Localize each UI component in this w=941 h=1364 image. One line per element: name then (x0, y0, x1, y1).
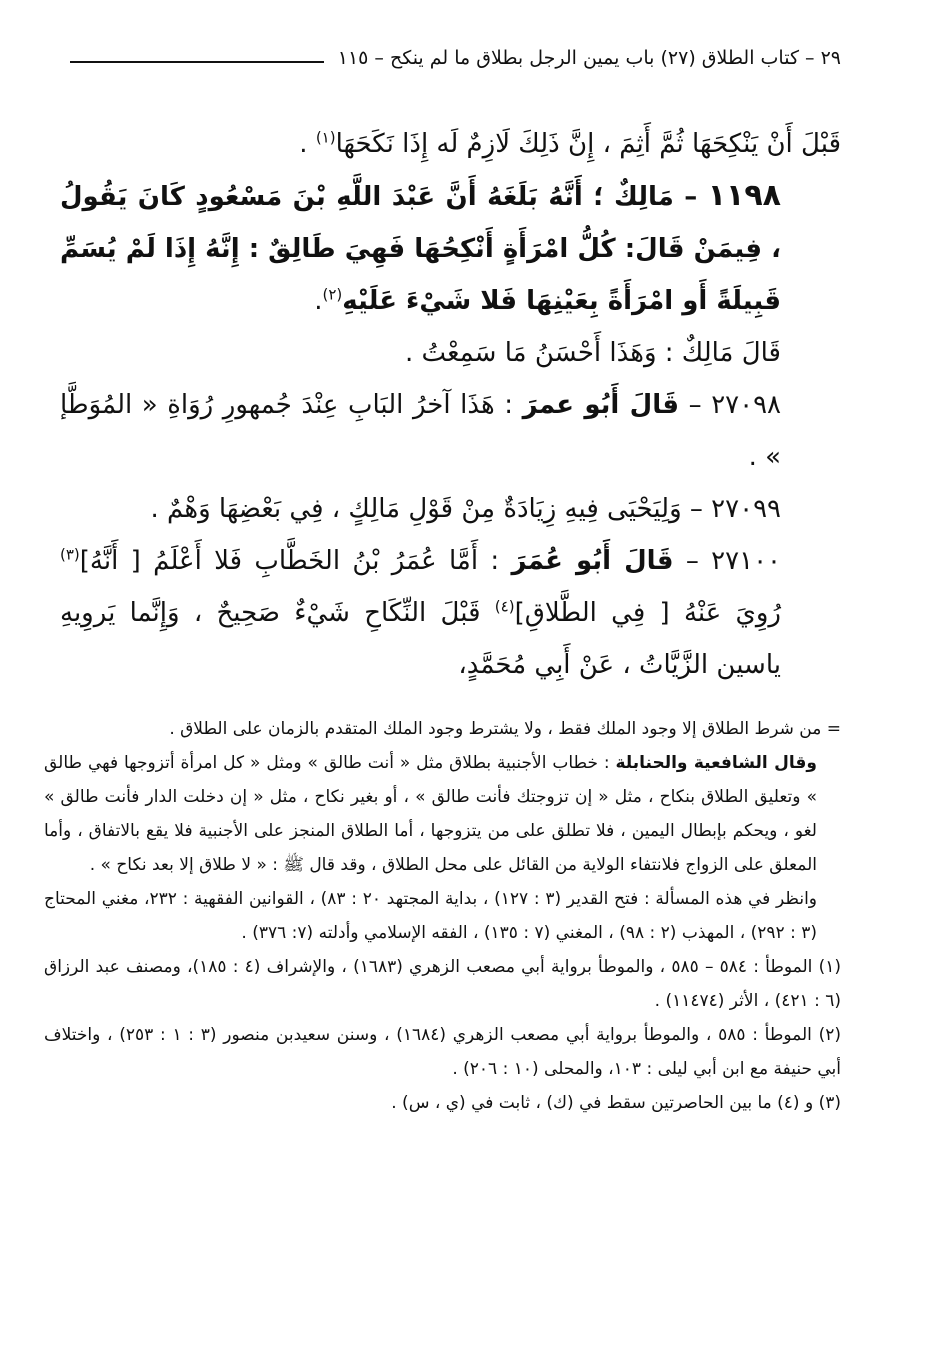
footnote-ref-4: (٤) (494, 597, 515, 616)
footnote-body: : خطاب الأجنبية بطلاق مثل « أنت طالق » ومثل « كل امرأة أتزوجها فهي طالق » وتعليق الطلاق بنكاح ، مثل « إن تزوجتك فأنت طالق » ، أو بغير نكاح ، مثل « إن دخلت الدار فأنت طالق » لغو ، ويحكم بإبطال اليمين ، فلا تطلق على من يتزوجها ، أما الطلاق المنجز على الأجنبية فلا يقع بالاتفاق ، وأما المعلق على الزواج فلانتفاء الولاية من القائل على محل الطلاق ، وقد قال ﷺ : « لا طلاق إلا بعد نكاح » . (44, 753, 817, 875)
running-header (70, 38, 841, 78)
header-title: ٢٩ – كتاب الطلاق (٢٧) باب يمين الرجل بطلاق ما لم ينكح – ١١٥ (337, 47, 841, 69)
text-line: قَبْلَ أَنْ يَنْكِحَهَا ثُمَّ أَثِمَ ، إِنَّ ذَلِكَ لَازِمٌ لَه إِذَا نَكَحَهَا (335, 129, 841, 159)
paragraph-number: ٢٧٠٩٨ (711, 390, 782, 420)
paragraph-body: : أَمَّا عُمَرُ بْنُ الخَطَّابِ فَلا أَعْلَمُ [ أَنَّهُ] (79, 546, 512, 576)
footnote-1: (١) الموطأ : ٥٨٤ – ٥٨٥ ، والموطأ برواية أبي مصعب الزهري (١٦٨٣) ، والإشراف (٤ : ١٨٥)، ومصنف عبد الرزاق (٦ : ٤٢١) ، الأثر (١١٤٧٤) . (44, 957, 841, 1011)
footnote-shafii (44, 746, 841, 882)
paragraph-body: قَالَ مَالِكٌ : وَهَذَا أَحْسَنُ مَا سَمِعْتُ . (405, 338, 781, 368)
header-rule (70, 61, 324, 63)
footnote-3-4: (٣) و (٤) ما بين الحاصرتين سقط في (ك) ، ثابت في (ي ، س) . (391, 1093, 841, 1113)
paragraph-continuation (60, 118, 841, 170)
text-end: . (299, 129, 316, 159)
paragraph-body: – وَلِيَحْيَى فِيهِ زِيَادَةٌ مِنْ قَوْلِ مَالِكٍ ، فِي بَعْضِهَا وَهْمٌ . (150, 494, 712, 524)
paragraph-body: : هَذَا آخرُ البَابِ عِنْدَ جُمهورِ رُوَاةِ « المُوَطَّإ » . (60, 390, 781, 472)
footnote-ref-3: (٣) (60, 545, 80, 564)
paragraph-body: قَبْلَ النِّكَاحِ شَيْءٌ صَحِيحٌ ، وَإِنَّما يَروِيهِ ياسين الزَّيَّاتُ ، عَنْ أَبِي مُحَمَّدٍ، (60, 598, 781, 680)
paragraph-body: – مَالِكٌ ؛ أَنَّهُ بَلَغَهُ أَنَّ عَبْدَ اللَّهِ بْنَ مَسْعُودٍ كَانَ يَقُولُ ، فِيمَنْ قَالَ: كُلُّ امْرَأَةٍ أَنْكِحُهَا فَهِيَ طَالِقٌ : إِنَّهُ إِذَا لَمْ يُسَمِّ قَبِيلَةً أَو امْرَأَةً بِعَيْنِهَا فَلا شَيْءَ عَلَيْهِ (60, 182, 781, 316)
footnote-label: وقال الشافعية والحنابلة (615, 753, 817, 773)
text-end: . (314, 286, 323, 316)
paragraph-27098: ٢٧٠٩٨ – قَالَ أَبُو عمرَ : هَذَا آخرُ البَابِ عِنْدَ جُمهورِ رُوَاةِ « المُوَطَّإ » . (60, 390, 782, 472)
paragraph-27100: ٢٧١٠٠ – قَالَ أَبُو عُمَرَ : أَمَّا عُمَرُ بْنُ الخَطَّابِ فَلا أَعْلَمُ [ أَنَّهُ]$^{(٣)}$ رُوِيَ عَنْهُ [ فِي الطَّلاقِ]$^{(٤)}$ قَبْلَ النِّكَاحِ شَيْءٌ صَحِيحٌ ، وَإِنَّما يَروِيهِ ياسين الزَّيَّاتُ ، عَنْ أَبِي مُحَمَّدٍ، (60, 545, 781, 680)
main-text (60, 118, 841, 691)
footnote-references: وانظر في هذه المسألة : فتح القدير (٣ : ١٢٧) ، بداية المجتهد ٢٠ : ٨٣) ، القوانين الفقهية : ٢٣٢، مغني المحتاج (٣ : ٢٩٢) ، المهذب (٢ : ٩٨) ، المغني (٧ : ١٣٥) ، الفقه الإسلامي وأدلته (٧: ٣٧٦) . (44, 889, 818, 943)
speaker-label: قَالَ أَبُو عُمَرَ (511, 546, 674, 576)
paragraph-number: ١١٩٨ (707, 178, 781, 213)
footnotes (44, 712, 841, 1120)
paragraph-number: ٢٧٠٩٩ (711, 494, 781, 524)
footnote-2: (٢) الموطأ : ٥٨٥ ، والموطأ برواية أبي مصعب الزهري (١٦٨٤) ، وسنن سعيدبن منصور (٣ : ١ : ٢٥٣) ، واختلاف أبي حنيفة مع ابن أبي ليلى : ١٠٣، والمحلى (١٠ : ٢٠٦) . (44, 1025, 842, 1079)
paragraph-body: رُوِيَ عَنْهُ [ فِي الطَّلاقِ] (514, 598, 781, 628)
paragraph-27099 (60, 483, 841, 535)
footnote-continuation: = من شرط الطلاق إلا وجود الملك فقط ، ولا يشترط وجود الملك المتقدم بالزمان على الطلاق . (169, 719, 841, 739)
paragraph-malik-said (60, 327, 841, 379)
paragraph-1198 (60, 170, 841, 327)
speaker-label: قَالَ أَبُو عمرَ (522, 390, 680, 420)
paragraph-number: ٢٧١٠٠ (711, 546, 781, 576)
footnote-ref-2: (٢) (322, 285, 343, 304)
footnote-ref-1: (١) (315, 128, 336, 147)
